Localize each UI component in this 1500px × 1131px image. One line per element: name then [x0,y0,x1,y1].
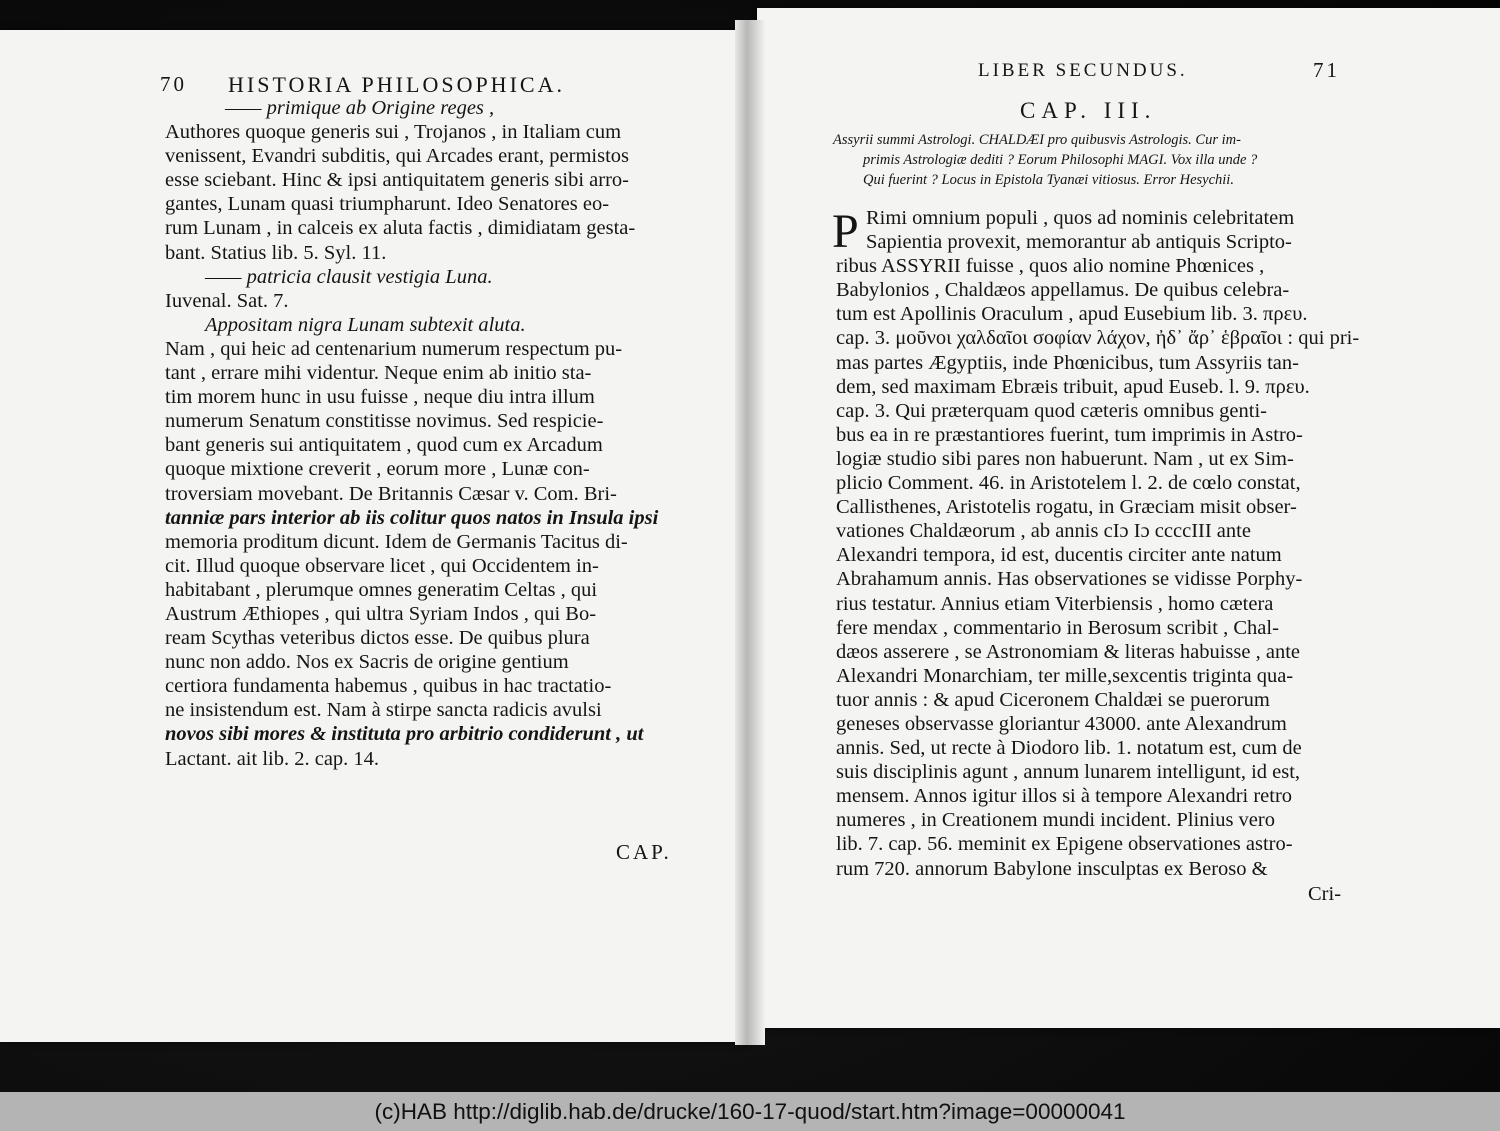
text-line: Nam , qui heic ad centenarium numerum respectum pu- [165,337,623,360]
text-line: cit. Illud quoque observare licet , qui Occidentem in- [165,554,599,577]
text-line: mensem. Annos igitur illos si à tempore Alexandri retro [836,785,1293,808]
text-line: —— primique ab Origine reges , [225,97,495,119]
right-page-body [836,206,1360,881]
text-line: Lactant. ait lib. 2. cap. 14. [165,747,380,770]
text-line: suis disciplinis agunt , annum lunarem intelligunt, id est, [836,761,1301,784]
text-line: dæos asserere , se Astronomiam & literas habuisse , ante [836,640,1300,663]
text-line: cap. 3. μοῦνοι χαλδαῖοι σοφίαν λάχον, ἠδ᾽ ἄρ᾽ ἑβραῖοι : qui pri- [836,327,1360,350]
text-line: geneses observasse gloriantur 43000. ante Alexandrum [836,712,1287,735]
text-line: bus ea in re præstantiores fuerint, tum imprimis in Astro- [836,423,1303,446]
text-line: memoria proditum dicunt. Idem de Germanis Tacitus di- [165,530,628,553]
chapter-summary [833,130,1257,190]
text-line: Iuvenal. Sat. 7. [165,289,289,312]
left-catchword: CAP. [616,840,672,864]
right-running-head: LIBER SECUNDUS. [978,60,1188,81]
text-line: bant. Statius lib. 5. Syl. 11. [165,241,387,264]
text-line: esse sciebant. Hinc & ipsi antiquitatem generis sibi arro- [165,169,629,192]
text-line: Alexandri tempora, id est, ducentis circiter ante natum [836,544,1282,567]
right-page-number: 71 [1313,58,1340,82]
text-line: Authores quoque generis sui , Trojanos , in Italiam cum [165,121,622,144]
text-line: Alexandri Monarchiam, ter mille,sexcentis triginta qua- [836,664,1294,687]
drop-cap-letter: P [832,205,859,258]
text-line: Abrahamum annis. Has observationes se vidisse Porphy- [836,568,1303,591]
text-line: tuor annis : & apud Ciceronem Chaldæi se puerorum [836,688,1270,711]
text-line: nunc non addo. Nos ex Sacris de origine gentium [165,651,569,674]
left-running-head: HISTORIA PHILOSOPHICA. [228,72,565,97]
text-line: Austrum Æthiopes , qui ultra Syriam Indos , qui Bo- [165,602,597,625]
text-line: troversiam movebant. De Britannis Cæsar v. Com. Bri- [165,482,617,505]
text-line: rius testatur. Annius etiam Viterbiensis , homo cætera [836,592,1274,615]
text-line: fere mendax , commentario in Berosum scribit , Chal- [836,616,1279,639]
text-line: numerum Senatum constitisse novimus. Sed respicie- [165,410,604,433]
text-line: novos sibi mores & instituta pro arbitrio condiderunt , ut [165,723,644,746]
summary-line: Assyrii summi Astrologi. CHALDÆI pro quibusvis Astrologis. Cur im- [833,132,1241,148]
chapter-title: CAP. III. [1020,98,1157,123]
text-line: rum 720. annorum Babylone insculptas ex Beroso & [836,857,1268,880]
text-line: logiæ studio sibi pares non habuerunt. Nam , ut ex Sim- [836,447,1294,470]
text-line: bant generis sui antiquitatem , quod cum ex Arcadum [165,434,603,457]
text-line: Sapientia provexit, memorantur ab antiquis Scripto- [866,231,1292,254]
text-line: ne insistendum est. Nam à stirpe sancta radicis avulsi [165,699,602,722]
summary-line: Qui fuerint ? Locus in Epistola Tyanæi vitiosus. Error Hesychii. [863,172,1234,188]
text-line: quoque mixtione creverit , eorum more , Lunæ con- [165,458,590,481]
text-line: rum Lunam , in calceis ex aluta factis , dimidiatam gesta- [165,217,636,240]
text-line: dem, sed maximam Ebræis tribuit, apud Euseb. l. 9. πρευ. [836,375,1310,398]
text-line: mas partes Ægyptiis, inde Phœnicibus, tum Assyriis tan- [836,351,1299,374]
summary-line: primis Astrologiæ dediti ? Eorum Philosophi MAGI. Vox illa unde ? [863,152,1258,168]
text-line: numeres , in Creationem mundi incident. Plinius vero [836,809,1275,832]
text-line: venissent, Evandri subditis, qui Arcades erant, permistos [165,145,630,168]
text-line: ribus ASSYRII fuisse , quos alio nomine Phœnices , [836,255,1265,278]
text-line: tant , errare mihi videntur. Neque enim ab initio sta- [165,362,592,385]
text-line: Callisthenes, Aristotelis rogatu, in Græciam misit obser- [836,496,1297,519]
text-line: tim morem hunc in usu fuisse , neque diu intra illum [165,386,595,409]
right-catchword: Cri- [1308,883,1342,905]
copyright-footer: (c)HAB http://diglib.hab.de/drucke/160-17-quod/start.htm?image=00000041 [0,1092,1500,1131]
left-page-number: 70 [160,72,187,96]
text-line: gantes, Lunam quasi triumpharunt. Ideo Senatores eo- [165,193,610,216]
text-line: tum est Apollinis Oraculum , apud Eusebium lib. 3. πρευ. [836,303,1308,326]
text-line: —— patricia clausit vestigia Luna. [205,265,493,288]
text-line: Rimi omnium populi , quos ad nominis celebritatem [866,207,1295,229]
text-line: cap. 3. Qui præterquam quod cæteris omnibus genti- [836,399,1267,422]
text-line: Appositam nigra Lunam subtexit aluta. [205,313,526,336]
left-page-body [165,96,685,771]
text-line: vationes Chaldæorum , ab annis cIɔ Iɔ ccccIII ante [836,520,1251,543]
text-line: plicio Comment. 46. in Aristotelem l. 2. de cœlo constat, [836,472,1301,495]
text-line: certiora fundamenta habemus , quibus in hac tractatio- [165,675,612,698]
text-line: Babylonios , Chaldæos appellamus. De quibus celebra- [836,279,1290,302]
text-line: ream Scythas veteribus dictos esse. De quibus plura [165,627,590,650]
text-line: lib. 7. cap. 56. meminit ex Epigene observationes astro- [836,833,1293,856]
text-line: annis. Sed, ut recte à Diodoro lib. 1. notatum est, cum de [836,737,1302,760]
text-line: habitabant , plerumque omnes generatim Celtas , qui [165,578,598,601]
book-gutter [735,20,765,1045]
text-line: tanniæ pars interior ab iis colitur quos natos in Insula ipsi [165,506,659,529]
